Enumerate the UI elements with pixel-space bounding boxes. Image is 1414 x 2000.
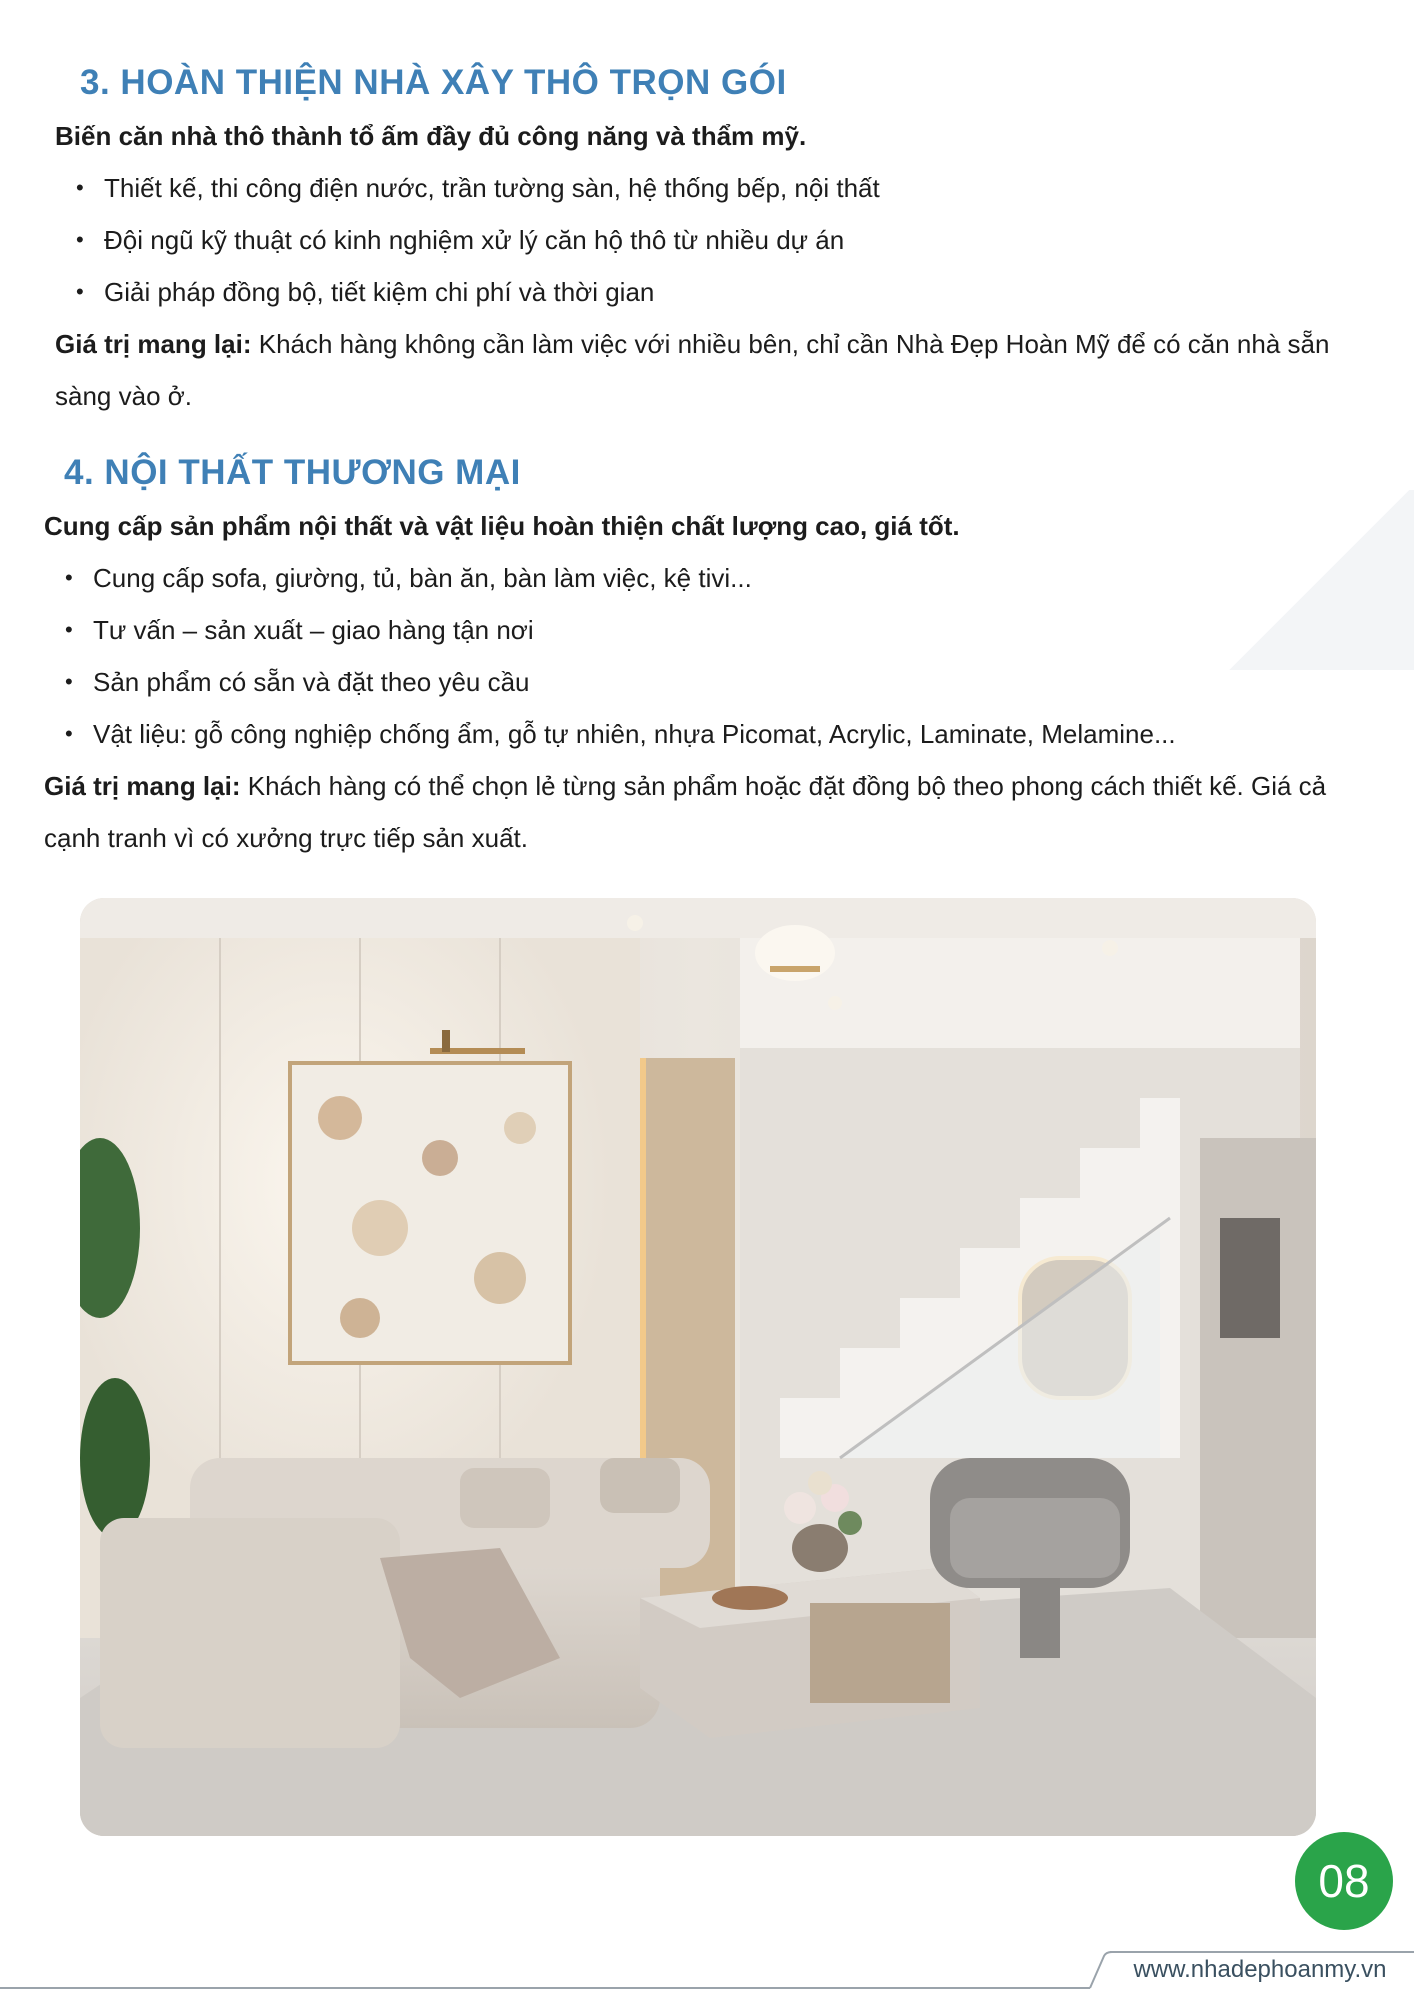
bullet-icon: •	[76, 279, 84, 304]
value-paragraph	[0, 760, 1414, 864]
list-item: • Đội ngũ kỹ thuật có kinh nghiệm xử lý căn hộ thô từ nhiều dự án	[0, 214, 1414, 266]
list-item: • Giải pháp đồng bộ, tiết kiệm chi phí và thời gian	[0, 266, 1414, 318]
list-item: • Sản phẩm có sẵn và đặt theo yêu cầu	[0, 656, 1414, 708]
bullet-list	[0, 552, 1414, 760]
list-item: • Vật liệu: gỗ công nghiệp chống ẩm, gỗ tự nhiên, nhựa Picomat, Acrylic, Laminate, Melamine...	[0, 708, 1414, 760]
bullet-icon: •	[65, 617, 73, 642]
bullet-icon: •	[76, 175, 84, 200]
footer-top-line	[1110, 1951, 1414, 1953]
section-lead: Cung cấp sản phẩm nội thất và vật liệu hoàn thiện chất lượng cao, giá tốt.	[44, 511, 960, 541]
section-heading: 4. NỘI THẤT THƯƠNG MẠI	[64, 453, 521, 492]
footer-divider	[0, 1987, 1090, 1989]
value-text: Khách hàng có thể chọn lẻ từng sản phẩm hoặc đặt đồng bộ theo phong cách thiết kế. Giá cả cạnh tranh vì có xưởng trực tiếp sản xuất.	[44, 771, 1327, 853]
page-number-badge: 08	[1295, 1832, 1393, 1930]
value-paragraph	[0, 318, 1414, 422]
bullet-icon: •	[65, 669, 73, 694]
section-heading: 3. HOÀN THIỆN NHÀ XÂY THÔ TRỌN GÓI	[80, 63, 787, 102]
section-noi-that	[0, 446, 1414, 864]
value-text: Khách hàng không cần làm việc với nhiều bên, chỉ cần Nhà Đẹp Hoàn Mỹ để có căn nhà sẵn sàng vào ở.	[55, 329, 1330, 411]
list-item: • Cung cấp sofa, giường, tủ, bàn ăn, bàn làm việc, kệ tivi...	[0, 552, 1414, 604]
bullet-icon: •	[65, 565, 73, 590]
value-label: Giá trị mang lại:	[44, 771, 241, 801]
living-room-photo	[80, 898, 1316, 1836]
list-item: • Tư vấn – sản xuất – giao hàng tận nơi	[0, 604, 1414, 656]
list-item: • Thiết kế, thi công điện nước, trần tường sàn, hệ thống bếp, nội thất	[0, 162, 1414, 214]
bullet-list	[0, 162, 1414, 318]
website-url[interactable]: www.nhadephoanmy.vn	[1133, 1956, 1387, 1983]
section-hoan-thien	[0, 56, 1414, 422]
bullet-icon: •	[76, 227, 84, 252]
section-lead: Biến căn nhà thô thành tổ ấm đầy đủ công năng và thẩm mỹ.	[55, 121, 807, 151]
value-label: Giá trị mang lại:	[55, 329, 252, 359]
bullet-icon: •	[65, 721, 73, 746]
